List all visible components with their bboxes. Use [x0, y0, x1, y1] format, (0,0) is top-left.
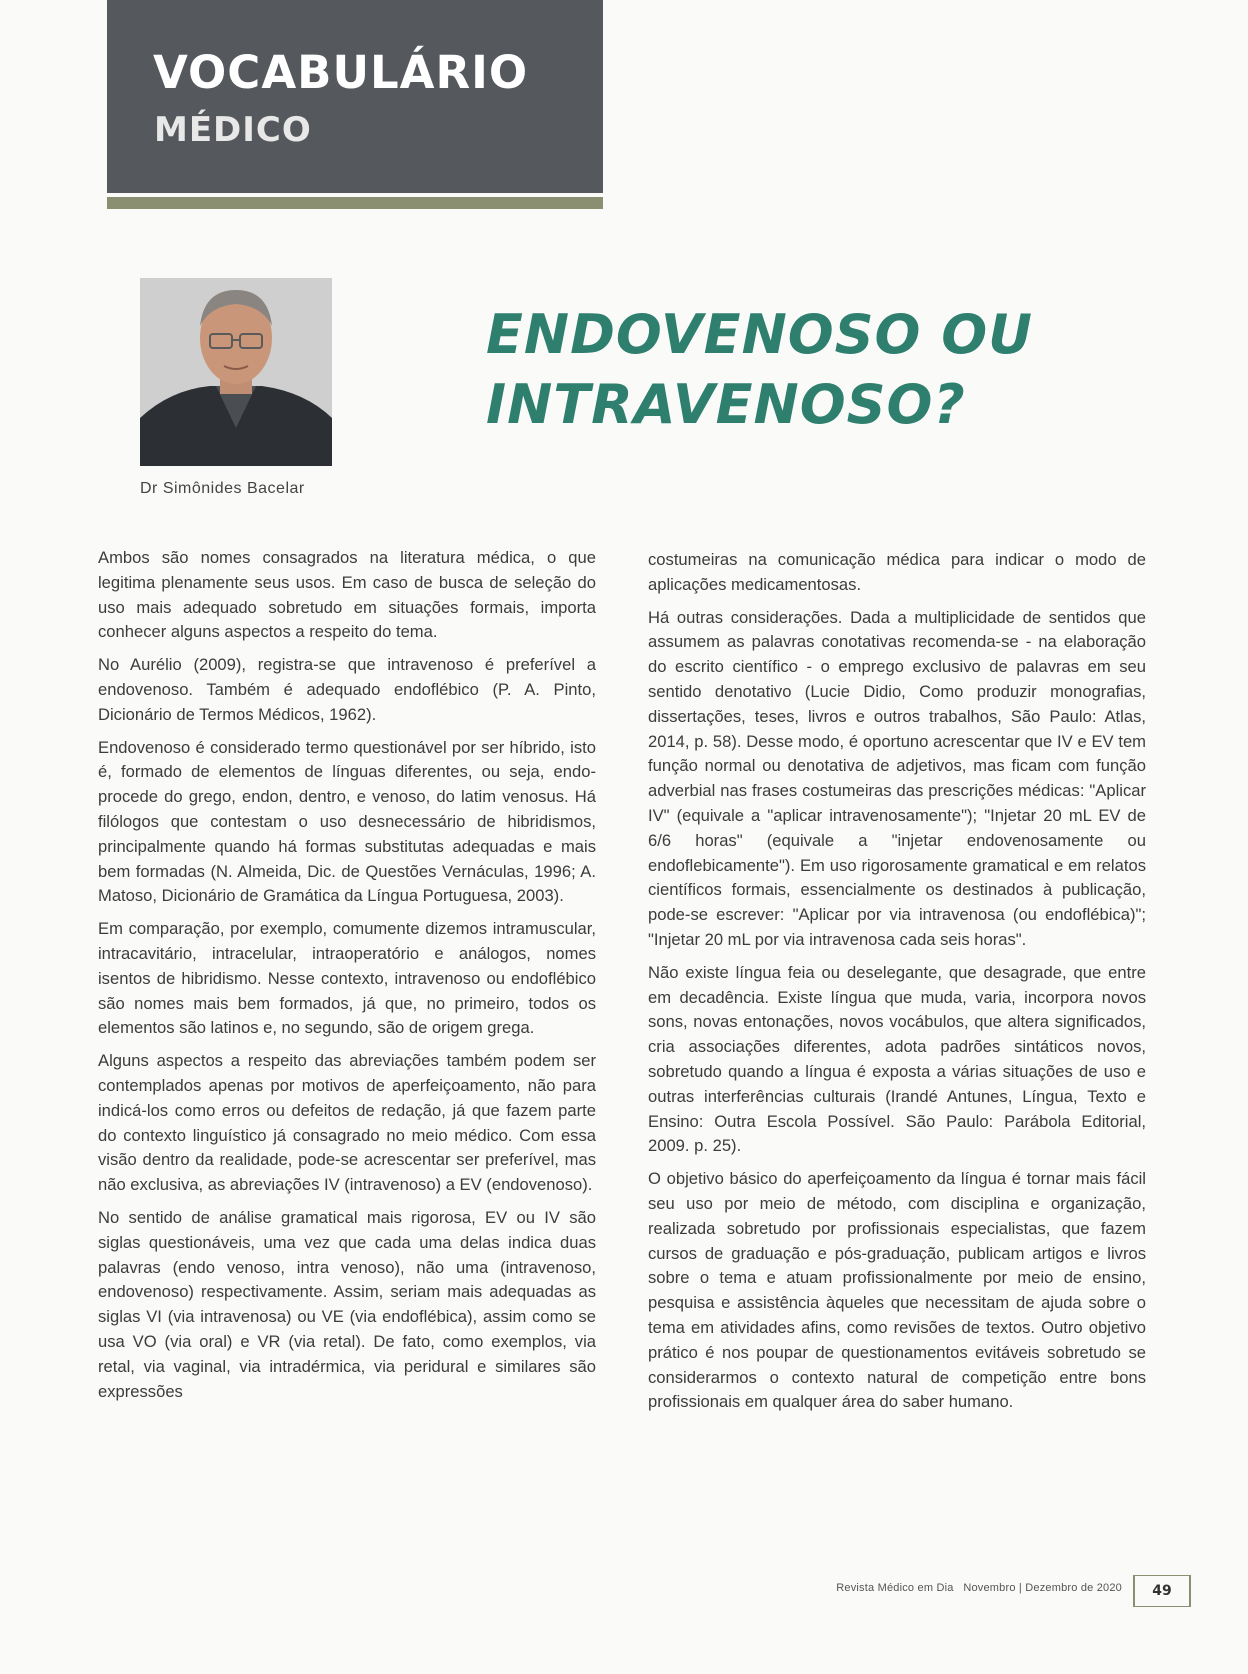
section-title: VOCABULÁRIO	[153, 46, 529, 99]
paragraph: No Aurélio (2009), registra-se que intravenoso é preferível a endovenoso. Também é adequado endoflébico (P. A. Pinto, Dicionário de Termos Médicos, 1962).	[98, 655, 596, 724]
article-title-line-2: INTRAVENOSO?	[486, 373, 966, 437]
right-column	[648, 548, 1146, 1423]
magazine-name: Revista Médico em Dia	[836, 1582, 954, 1594]
paragraph: Endovenoso é considerado termo questionável por ser híbrido, isto é, formado de elementos de línguas diferentes, ou seja, endo- procede do grego, endon, dentro, e venoso, do latim venosus. Há filólogos que contestam o uso desnecessário de hibridismos, principalmente quando há formas substitutas adequadas e mais bem formadas (N. Almeida, Dic. de Questões Vernáculas, 1996; A. Matoso, Dicionário de Gramática da Língua Portuguesa, 2003).	[98, 737, 596, 906]
paragraph: Alguns aspectos a respeito das abreviações também podem ser contemplados apenas por motivos de aperfeiçoamento, não para indicá-los como erros ou defeitos de redação, já que fazem parte do contexto linguístico já consagrado no meio médico. Com essa visão dentro da realidade, pode-se acrescentar ser preferível, mas não exclusiva, as abreviações IV (intravenoso) a EV (endovenoso).	[98, 1051, 596, 1195]
paragraph: Há outras considerações. Dada a multiplicidade de sentidos que assumem as palavras conotativas recomenda-se - na elaboração do escrito científico - o emprego exclusivo de palavras em seu sentido denotativo (Lucie Didio, Como produzir monografias, dissertações, teses, livros e outros trabalhos, São Paulo: Atlas, 2014, p. 58). Desse modo, é oportuno acrescentar que IV e EV tem função normal ou denotativa de adjetivos, mas ficam com função adverbial nas frases costumeiras das prescrições médicas: "Aplicar IV" (equivale a "aplicar intravenosamente"); "Injetar 20 mL EV de 6/6 horas" (equivale a "injetar endovenosamente ou endoflebicamente"). Em uso rigorosamente gramatical e em relatos científicos formais, essencialmente os destinados à publicação, pode-se escrever: "Aplicar por via intravenosa (ou endoflébica)"; "Injetar 20 mL por via intravenosa cada seis horas".	[648, 607, 1146, 949]
paragraph: Em comparação, por exemplo, comumente dizemos intramuscular, intracavitário, intracelular, intraoperatório e análogos, nomes isentos de hibridismo. Nesse contexto, intravenoso ou endoflébico são nomes mais bem formados, já que, no primeiro, todos os elementos são latinos e, no segundo, são de origem grega.	[98, 919, 596, 1038]
paragraph: O objetivo básico do aperfeiçoamento da língua é tornar mais fácil seu uso por meio de método, com disciplina e organização, realizada sobretudo por profissionais especialistas, que fazem cursos de graduação e pós-graduação, publicam artigos e livros sobre o tema e atuam profissionalmente por meio de ensino, pesquisa e assistência àqueles que necessitam de ajuda sobre o tema em atividades afins, como revisões de textos. Outro objetivo prático é nos poupar de questionamentos evitáveis sobretudo se considerarmos o contexto natural de competição entre bons profissionais em qualquer área do saber humano.	[648, 1169, 1146, 1412]
left-column	[98, 546, 596, 1412]
paragraph: costumeiras na comunicação médica para indicar o modo de aplicações medicamentosas.	[648, 550, 1146, 594]
issue-date: Novembro | Dezembro de 2020	[963, 1582, 1122, 1594]
accent-bar	[107, 197, 603, 209]
author-name: Dr Simônides Bacelar	[140, 480, 305, 497]
section-header	[107, 0, 603, 193]
paragraph: No sentido de análise gramatical mais rigorosa, EV ou IV são siglas questionáveis, uma vez que cada uma delas indica duas palavras (endo venoso, intra venoso), não uma (intravenoso, endovenoso) respectivamente. Assim, seriam mais adequadas as siglas VI (via intravenosa) ou VE (via endoflébica), assim como se usa VO (via oral) e VR (via retal). De fato, como exemplos, via retal, via vaginal, via intradérmica, via peridural e similares são expressões	[98, 1207, 596, 1401]
author-photo	[140, 278, 332, 466]
page-number: 49	[1133, 1575, 1191, 1607]
section-subtitle: MÉDICO	[154, 110, 312, 150]
footer-credit	[836, 1582, 1122, 1594]
paragraph: Não existe língua feia ou deselegante, que desagrade, que entre em decadência. Existe língua que muda, varia, incorpora novos sons, novas entonações, novos vocábulos, que altera significados, cria associações diferentes, adota padrões sintáticos novos, sobretudo quando a língua é exposta a várias situações de uso e outras interferências culturais (Irandé Antunes, Língua, Texto e Ensino: Outra Escola Possível. São Paulo: Parábola Editorial, 2009. p. 25).	[648, 962, 1146, 1156]
article-title	[486, 300, 1106, 440]
author-portrait-image	[140, 278, 332, 466]
article-title-line-1: ENDOVENOSO OU	[486, 303, 1034, 366]
paragraph: Ambos são nomes consagrados na literatura médica, o que legitima plenamente seus usos. Em caso de busca de seleção do uso mais adequado sobretudo em situações formais, importa conhecer alguns aspectos a respeito do tema.	[98, 548, 596, 642]
